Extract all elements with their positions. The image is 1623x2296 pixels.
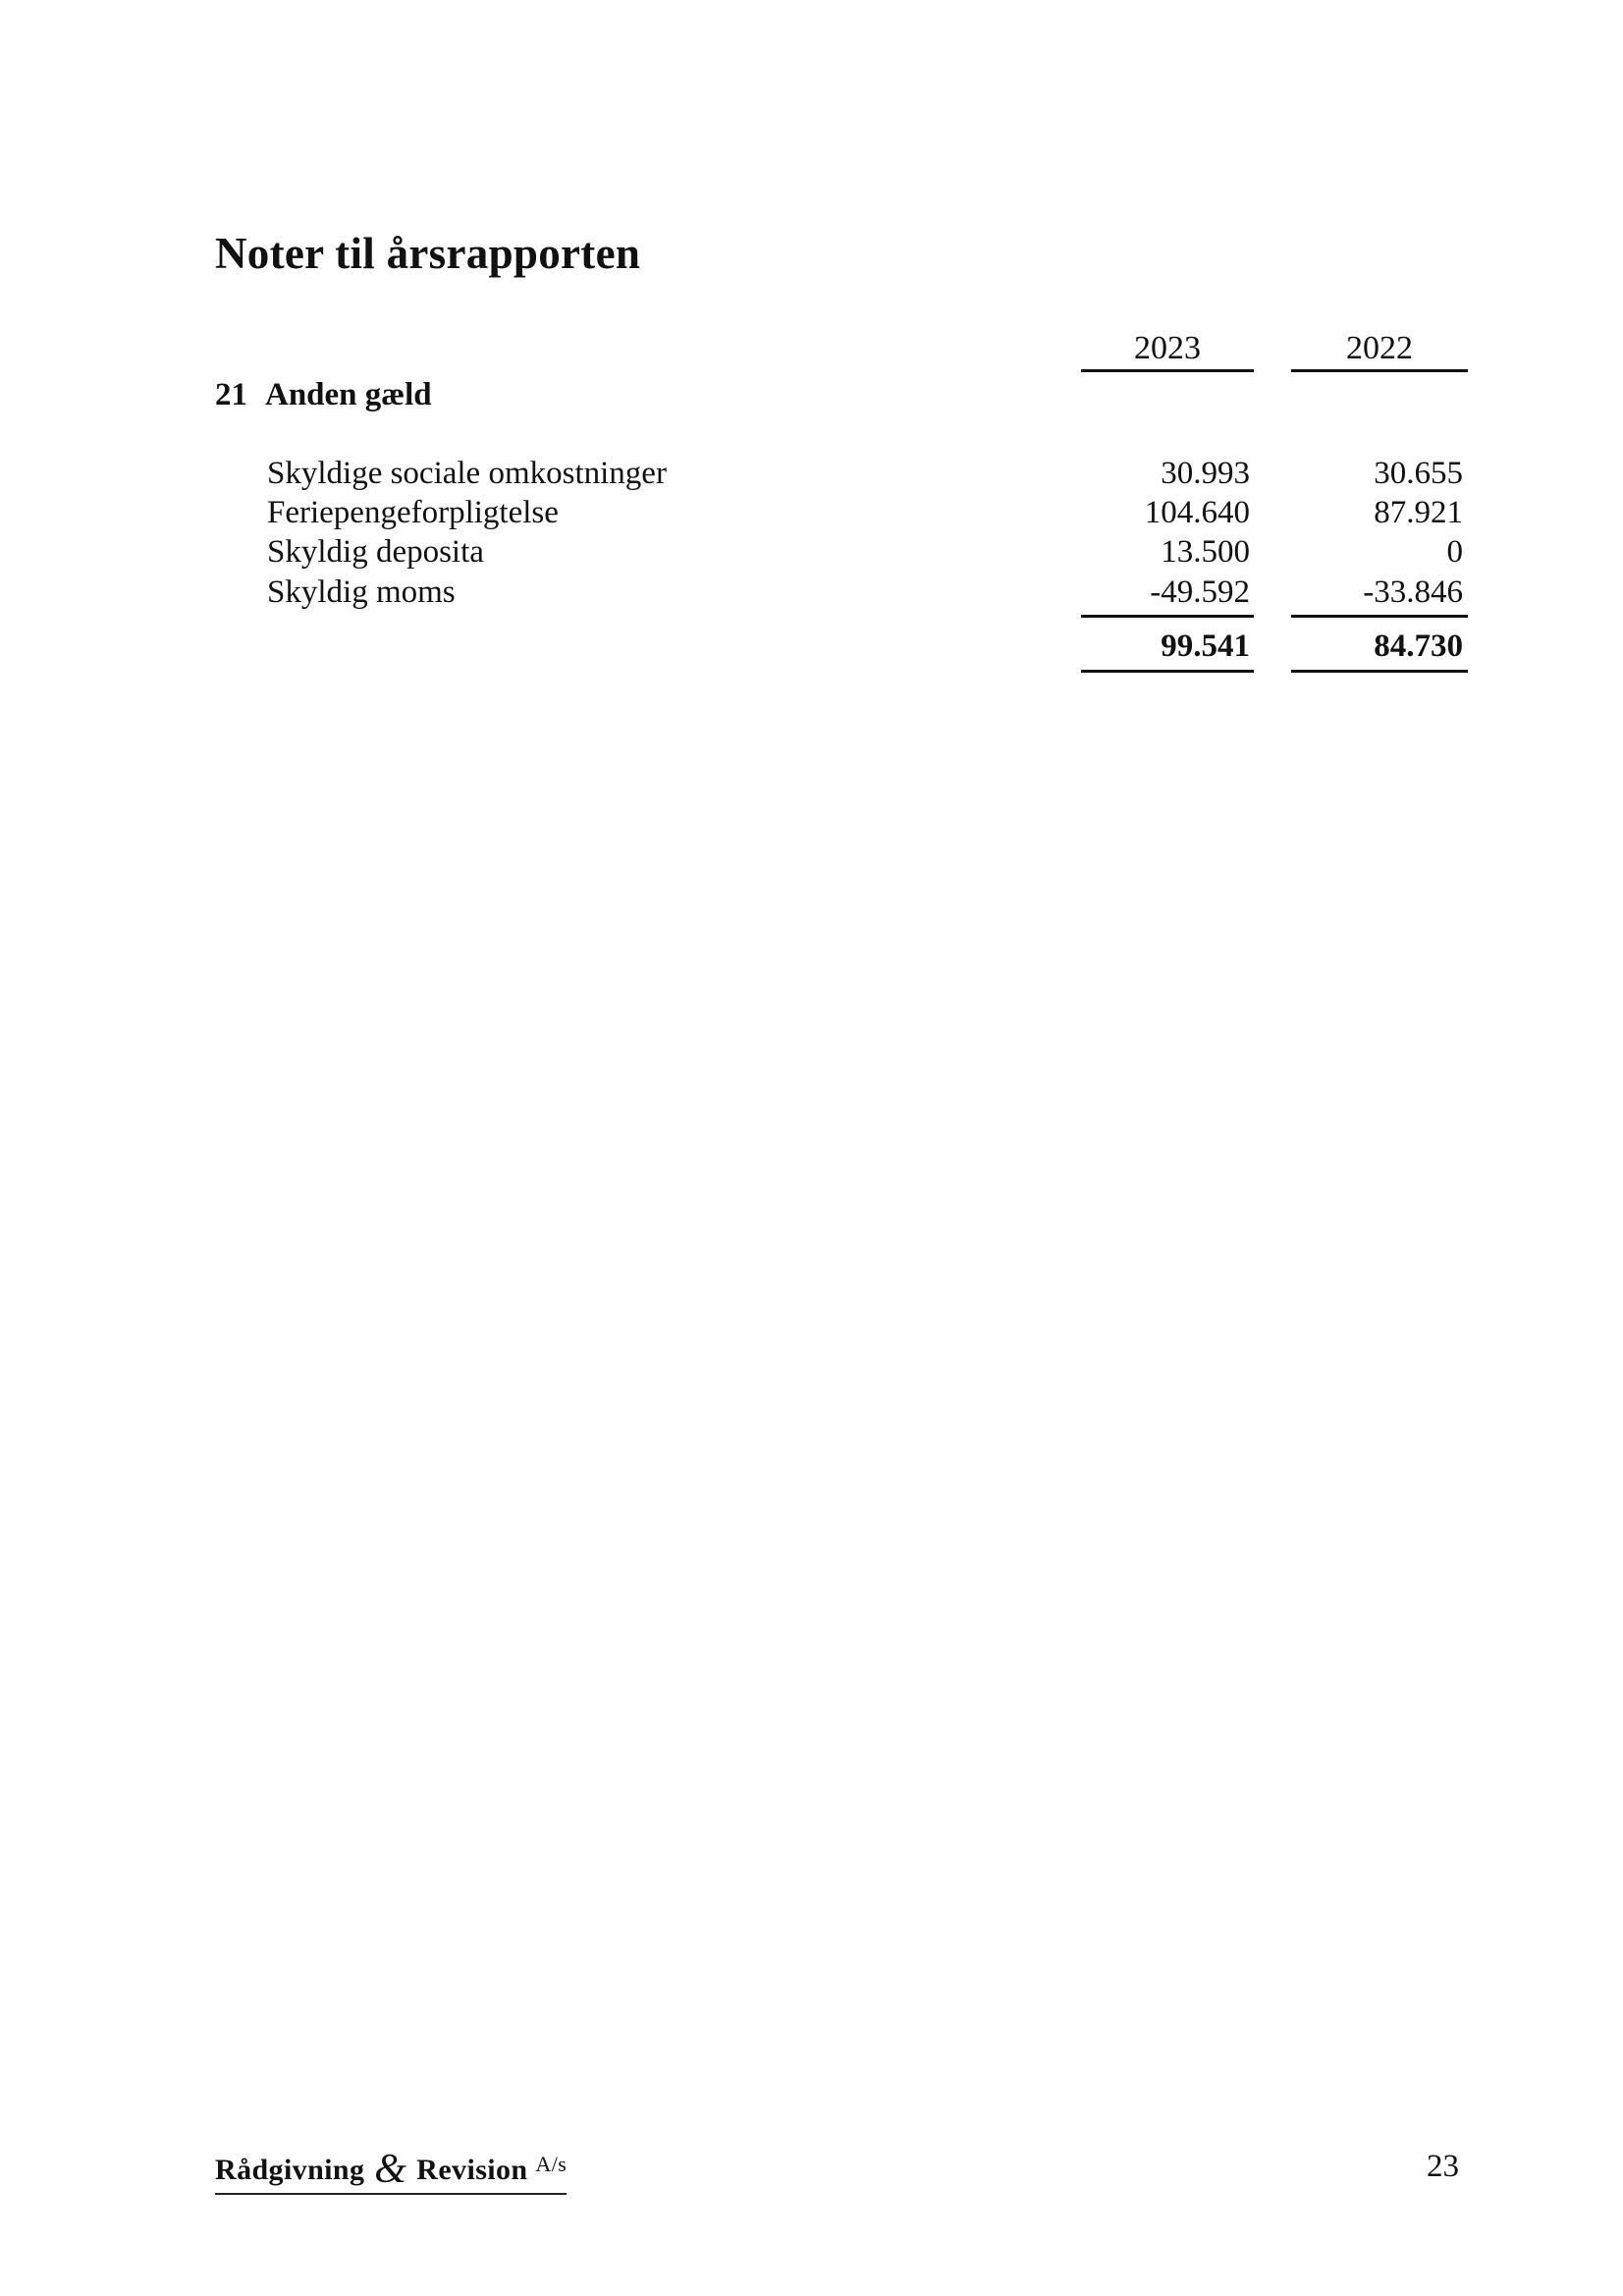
note-number: 21: [215, 377, 247, 412]
row-value-2023: -49.592: [1150, 574, 1250, 610]
column-header-2022: 2022: [1346, 330, 1413, 366]
total-value-2022: 84.730: [1374, 629, 1463, 664]
row-value-2023: 104.640: [1144, 495, 1250, 530]
row-value-2022: 30.655: [1374, 456, 1463, 491]
subtotal-rule-2022: [1291, 615, 1468, 618]
footer-brand-logo: [215, 2149, 567, 2195]
total-value-2023: 99.541: [1161, 629, 1250, 664]
page-number: 23: [1427, 2149, 1459, 2184]
row-label: Skyldige sociale omkostninger: [267, 456, 667, 491]
brand-part1: Rådgivning: [215, 2154, 365, 2186]
brand-part2: Revision: [416, 2154, 528, 2186]
row-label: Skyldig moms: [267, 574, 456, 610]
table-row: [0, 576, 1623, 616]
row-value-2022: -33.846: [1363, 574, 1463, 610]
note-heading: [215, 379, 432, 411]
page-title: Noter til årsrapporten: [215, 229, 641, 278]
total-rule-2022: [1291, 670, 1468, 673]
row-value-2023: 13.500: [1161, 534, 1250, 570]
brand-ampersand: &: [374, 2147, 407, 2192]
column-header-underline-2022: [1291, 369, 1468, 372]
column-header-underline-2023: [1081, 369, 1254, 372]
total-rule-2023: [1081, 670, 1254, 673]
total-row: [0, 630, 1623, 670]
row-label: Feriepengeforpligtelse: [267, 495, 559, 530]
row-value-2022: 87.921: [1374, 495, 1463, 530]
column-header-2023: 2023: [1134, 330, 1201, 366]
row-value-2022: 0: [1446, 534, 1463, 570]
row-value-2023: 30.993: [1161, 456, 1250, 491]
subtotal-rule-2023: [1081, 615, 1254, 618]
table-row: [0, 536, 1623, 575]
note-title: Anden gæld: [265, 377, 432, 412]
brand-suffix: A/s: [535, 2152, 568, 2176]
table-row: [0, 497, 1623, 536]
table-row: [0, 458, 1623, 497]
row-label: Skyldig deposita: [267, 534, 484, 570]
